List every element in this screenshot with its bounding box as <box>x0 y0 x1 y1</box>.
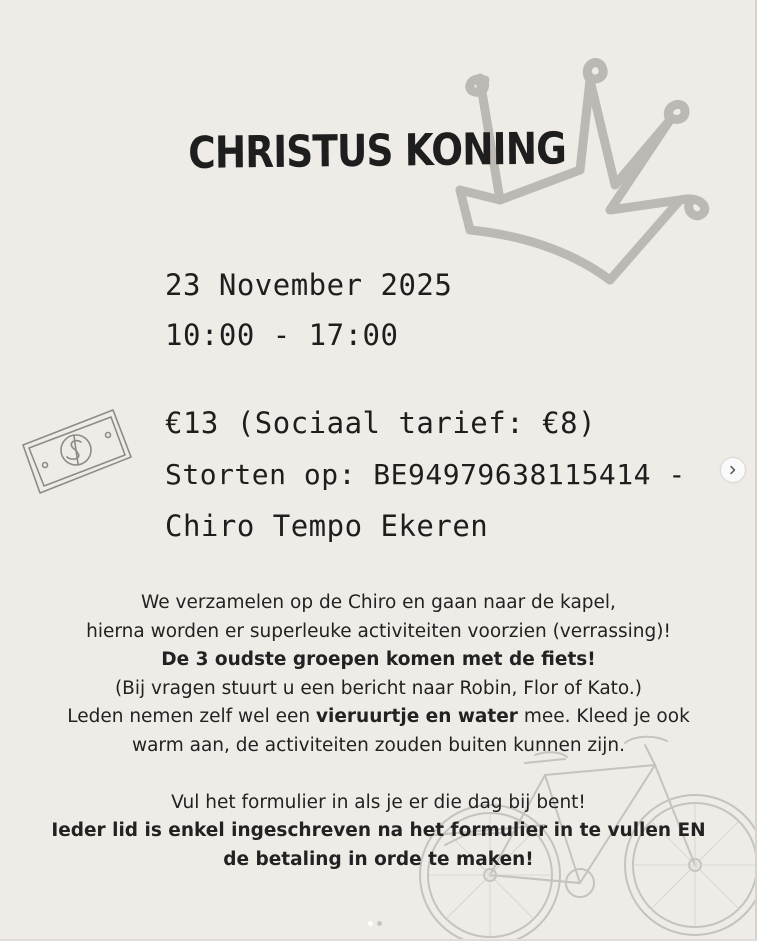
carousel-indicator <box>368 921 382 926</box>
registration-notice: Ieder lid is enkel ingeschreven na het formulier in te vullen EN <box>51 820 706 841</box>
contact-line: (Bij vragen stuurt u een bericht naar Robin, Flor of Kato.) <box>114 677 643 699</box>
carousel-next-button[interactable] <box>721 458 745 482</box>
dollar-bill-icon <box>18 405 138 500</box>
description-line: hierna worden er superleuke activiteiten voorzien (verrassing)! <box>86 620 671 642</box>
text-segment: Leden nemen zelf wel een <box>67 706 316 727</box>
payment-account: Storten op: BE94979638115414 - <box>165 458 686 491</box>
carousel-dot <box>377 921 382 926</box>
event-time: 10:00 - 17:00 <box>165 318 399 352</box>
account-name: Chiro Tempo Ekeren <box>165 509 489 543</box>
emphasis-text: vieruurtje en water <box>315 706 518 727</box>
description-line: warm aan, de activiteiten zouden buiten kunnen zijn. <box>131 734 626 756</box>
spacer <box>20 760 737 789</box>
bike-notice: De 3 oudste groepen komen met de fiets! <box>161 649 596 670</box>
form-notice: Vul het formulier in als je er die dag bij bent! <box>171 791 586 813</box>
chevron-right-icon <box>728 465 738 475</box>
description-line: We verzamelen op de Chiro en gaan naar de kapel, <box>141 592 616 613</box>
event-price: €13 (Sociaal tarief: €8) <box>165 406 597 440</box>
registration-notice: de betaling in orde te maken! <box>223 848 534 870</box>
poster-title: CHRISTUS KONING <box>188 123 567 179</box>
text-segment: mee. Kleed je ook <box>517 706 690 727</box>
event-description <box>20 589 737 874</box>
event-date: 23 November 2025 <box>165 268 453 302</box>
description-line <box>20 703 737 732</box>
carousel-dot-active <box>368 921 373 926</box>
